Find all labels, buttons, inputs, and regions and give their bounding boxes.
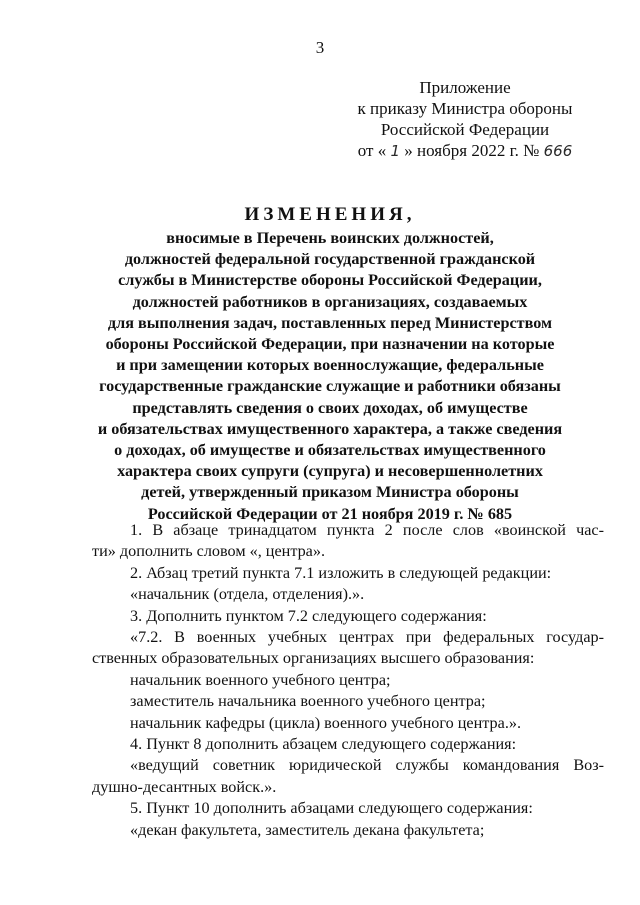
title-block	[60, 203, 600, 525]
body-line: «декан факультета, заместитель декана факультета;	[130, 820, 485, 839]
subtitle-line: должностей работников в организациях, создаваемых	[132, 292, 528, 311]
body-line: заместитель начальника военного учебного центра;	[130, 692, 486, 711]
document-title: ИЗМЕНЕНИЯ,	[244, 204, 416, 225]
body-line: 3. Дополнить пунктом 7.2 следующего содержания:	[130, 606, 487, 625]
subtitle-line: должностей федеральной государственной гражданской	[124, 250, 536, 269]
body-line: начальник кафедры (цикла) военного учебного центра.».	[130, 713, 522, 732]
subtitle-line: характера своих супруги (супруга) и несовершеннолетних	[117, 462, 543, 481]
body-line: душно-десантных войск.».	[92, 777, 277, 796]
subtitle-line: представлять сведения о своих доходах, об имуществе	[132, 398, 528, 417]
appendix-order-ref: к приказу Министра обороны	[357, 99, 573, 118]
body-line: «7.2. В военных учебных центрах при федеральных государ-	[130, 628, 604, 647]
body-line: начальник военного учебного центра;	[130, 670, 391, 689]
date-middle: » ноября 2022 г. №	[404, 141, 540, 160]
body-line: «ведущий советник юридической службы командования Воз-	[130, 756, 604, 775]
subtitle-line: службы в Министерстве обороны Российской Федерации,	[118, 271, 542, 290]
date-prefix: от «	[357, 141, 387, 160]
body-line: «начальник (отдела, отделения).».	[130, 585, 365, 604]
subtitle-line: детей, утвержденный приказом Министра обороны	[141, 483, 519, 502]
body-line: ти» дополнить словом «, центра».	[92, 542, 326, 561]
body-line: 2. Абзац третий пункта 7.1 изложить в следующей редакции:	[130, 563, 552, 582]
body-text	[92, 520, 604, 841]
body-line: 5. Пункт 10 дополнить абзацами следующего содержания:	[130, 799, 533, 818]
body-line: 4. Пункт 8 дополнить абзацем следующего содержания:	[130, 735, 517, 754]
appendix-federation: Российской Федерации	[380, 120, 550, 139]
appendix-date-line	[330, 140, 600, 162]
body-line: ственных образовательных организациях высшего образования:	[92, 649, 535, 668]
appendix-label: Приложение	[419, 78, 511, 97]
subtitle-line: вносимые в Перечень воинских должностей,	[166, 229, 494, 247]
body-line: 1. В абзаце тринадцатом пункта 2 после слов «воинской час-	[130, 521, 604, 539]
subtitle-line: Российской Федерации от 21 ноября 2019 г. № 685	[147, 504, 513, 523]
handwritten-day: 1	[390, 142, 401, 160]
page-number: 3	[315, 38, 325, 57]
subtitle-line: государственные гражданские служащие и работники обязаны	[99, 377, 561, 396]
subtitle-line: для выполнения задач, поставленных перед Министерством	[107, 313, 553, 332]
subtitle-line: и при замещении которых военнослужащие, федеральные	[116, 356, 544, 375]
subtitle-line: и обязательствах имущественного характера, а также сведения	[97, 419, 563, 438]
handwritten-order-number: 666	[543, 142, 573, 160]
subtitle-line: обороны Российской Федерации, при назначении на которые	[105, 335, 555, 354]
subtitle-line: о доходах, об имуществе и обязательствах имущественного	[114, 441, 546, 460]
appendix-header	[330, 77, 600, 162]
